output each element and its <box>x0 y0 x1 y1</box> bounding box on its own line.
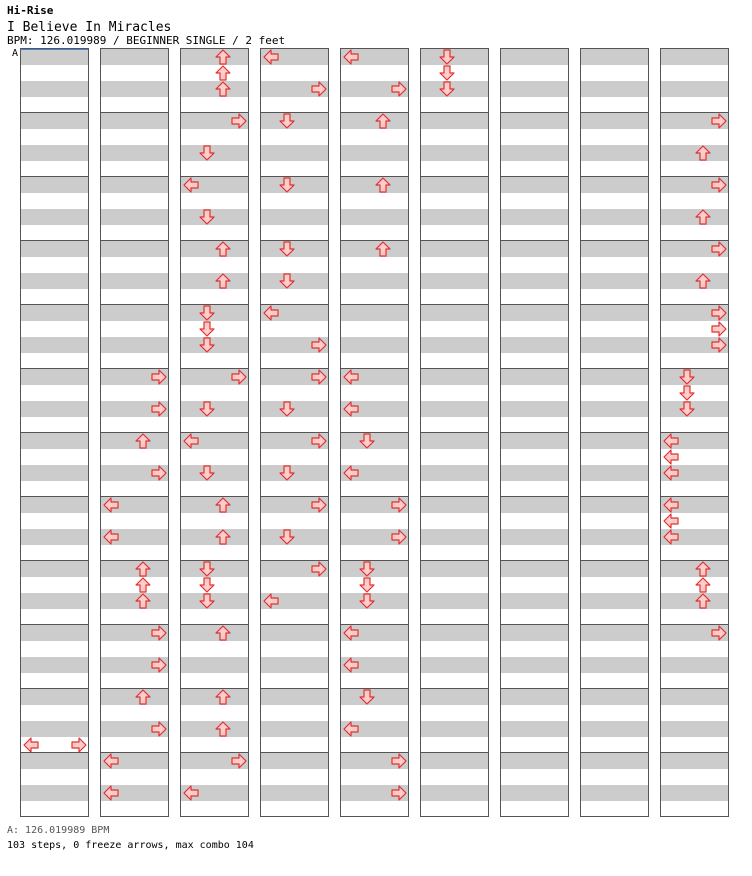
measure-line <box>421 112 488 113</box>
right-arrow-icon <box>231 753 247 769</box>
up-arrow-icon <box>135 561 151 577</box>
down-arrow-icon <box>359 593 375 609</box>
measure-line <box>21 560 88 561</box>
left-arrow-icon <box>343 401 359 417</box>
measure-line <box>581 688 648 689</box>
right-arrow-icon <box>151 465 167 481</box>
measure-line <box>261 752 328 753</box>
step-summary: 103 steps, 0 freeze arrows, max combo 104 <box>7 840 254 851</box>
left-arrow-icon <box>663 433 679 449</box>
left-arrow-icon <box>663 449 679 465</box>
measure-line <box>21 176 88 177</box>
down-arrow-icon <box>199 593 215 609</box>
down-arrow-icon <box>679 369 695 385</box>
up-arrow-icon <box>695 577 711 593</box>
down-arrow-icon <box>199 305 215 321</box>
measure-line <box>581 240 648 241</box>
up-arrow-icon <box>215 625 231 641</box>
measure-line <box>421 560 488 561</box>
measure-line <box>501 560 568 561</box>
chart-column <box>420 48 489 817</box>
right-arrow-icon <box>151 625 167 641</box>
down-arrow-icon <box>199 321 215 337</box>
right-arrow-icon <box>151 657 167 673</box>
right-arrow-icon <box>711 625 727 641</box>
measure-line <box>501 368 568 369</box>
measure-line <box>501 688 568 689</box>
down-arrow-icon <box>199 337 215 353</box>
down-arrow-icon <box>439 49 455 65</box>
bpm-marker: A <box>12 48 19 59</box>
measure-line <box>581 304 648 305</box>
measure-line <box>421 496 488 497</box>
chart-info: BPM: 126.019989 / BEGINNER SINGLE / 2 feet <box>7 34 286 47</box>
measure-line <box>421 688 488 689</box>
up-arrow-icon <box>695 561 711 577</box>
measure-line <box>581 432 648 433</box>
left-arrow-icon <box>183 433 199 449</box>
left-arrow-icon <box>663 465 679 481</box>
measure-line <box>421 368 488 369</box>
right-arrow-icon <box>311 337 327 353</box>
up-arrow-icon <box>215 721 231 737</box>
measure-line <box>581 496 648 497</box>
left-arrow-icon <box>663 513 679 529</box>
left-arrow-icon <box>263 305 279 321</box>
measure-line <box>21 240 88 241</box>
up-arrow-icon <box>695 145 711 161</box>
measure-line <box>101 240 168 241</box>
down-arrow-icon <box>199 577 215 593</box>
left-arrow-icon <box>343 625 359 641</box>
up-arrow-icon <box>215 49 231 65</box>
measure-line <box>581 752 648 753</box>
up-arrow-icon <box>695 209 711 225</box>
down-arrow-icon <box>439 65 455 81</box>
up-arrow-icon <box>215 241 231 257</box>
chart-column <box>20 48 89 817</box>
measure-line <box>501 112 568 113</box>
measure-line <box>101 304 168 305</box>
measure-line <box>421 240 488 241</box>
measure-line <box>421 304 488 305</box>
right-arrow-icon <box>231 369 247 385</box>
right-arrow-icon <box>311 497 327 513</box>
up-arrow-icon <box>215 689 231 705</box>
down-arrow-icon <box>359 433 375 449</box>
down-arrow-icon <box>199 401 215 417</box>
up-arrow-icon <box>135 433 151 449</box>
measure-line <box>21 688 88 689</box>
measure-line <box>21 432 88 433</box>
measure-line <box>21 304 88 305</box>
measure-line <box>501 752 568 753</box>
down-arrow-icon <box>439 81 455 97</box>
up-arrow-icon <box>375 177 391 193</box>
right-arrow-icon <box>151 721 167 737</box>
right-arrow-icon <box>71 737 87 753</box>
measure-line <box>581 624 648 625</box>
measure-line <box>581 176 648 177</box>
down-arrow-icon <box>279 401 295 417</box>
right-arrow-icon <box>391 753 407 769</box>
measure-line <box>501 496 568 497</box>
right-arrow-icon <box>231 113 247 129</box>
left-arrow-icon <box>103 497 119 513</box>
measure-line <box>581 112 648 113</box>
measure-line <box>421 752 488 753</box>
measure-line <box>661 752 728 753</box>
measure-line <box>421 432 488 433</box>
measure-line <box>661 688 728 689</box>
left-arrow-icon <box>23 737 39 753</box>
right-arrow-icon <box>711 113 727 129</box>
down-arrow-icon <box>199 145 215 161</box>
up-arrow-icon <box>135 577 151 593</box>
right-arrow-icon <box>711 337 727 353</box>
right-arrow-icon <box>711 177 727 193</box>
left-arrow-icon <box>343 369 359 385</box>
right-arrow-icon <box>711 305 727 321</box>
left-arrow-icon <box>343 721 359 737</box>
measure-line <box>501 432 568 433</box>
up-arrow-icon <box>215 497 231 513</box>
song-artist: Hi-Rise <box>7 4 54 17</box>
measure-line <box>21 112 88 113</box>
up-arrow-icon <box>215 529 231 545</box>
down-arrow-icon <box>199 561 215 577</box>
left-arrow-icon <box>343 465 359 481</box>
measure-line <box>341 304 408 305</box>
chart-column <box>500 48 569 817</box>
up-arrow-icon <box>695 273 711 289</box>
right-arrow-icon <box>311 369 327 385</box>
right-arrow-icon <box>311 561 327 577</box>
left-arrow-icon <box>103 785 119 801</box>
right-arrow-icon <box>151 401 167 417</box>
left-arrow-icon <box>343 657 359 673</box>
up-arrow-icon <box>215 81 231 97</box>
up-arrow-icon <box>135 689 151 705</box>
measure-line <box>261 688 328 689</box>
measure-line <box>101 112 168 113</box>
left-arrow-icon <box>103 753 119 769</box>
left-arrow-icon <box>663 497 679 513</box>
down-arrow-icon <box>199 209 215 225</box>
measure-line <box>581 368 648 369</box>
measure-line <box>501 176 568 177</box>
down-arrow-icon <box>279 465 295 481</box>
right-arrow-icon <box>311 433 327 449</box>
measure-line <box>501 624 568 625</box>
up-arrow-icon <box>695 593 711 609</box>
measure-line <box>21 496 88 497</box>
left-arrow-icon <box>663 529 679 545</box>
down-arrow-icon <box>279 241 295 257</box>
down-arrow-icon <box>279 529 295 545</box>
right-arrow-icon <box>391 785 407 801</box>
measure-line <box>421 176 488 177</box>
up-arrow-icon <box>375 241 391 257</box>
right-arrow-icon <box>711 321 727 337</box>
bpm-summary: A: 126.019989 BPM <box>7 825 110 836</box>
up-arrow-icon <box>375 113 391 129</box>
up-arrow-icon <box>215 273 231 289</box>
right-arrow-icon <box>391 81 407 97</box>
measure-line <box>261 624 328 625</box>
measure-line <box>501 304 568 305</box>
measure-line <box>501 240 568 241</box>
right-arrow-icon <box>711 241 727 257</box>
measure-line <box>421 624 488 625</box>
down-arrow-icon <box>199 465 215 481</box>
left-arrow-icon <box>263 593 279 609</box>
right-arrow-icon <box>151 369 167 385</box>
song-title: I Believe In Miracles <box>7 20 172 35</box>
right-arrow-icon <box>391 529 407 545</box>
down-arrow-icon <box>359 689 375 705</box>
down-arrow-icon <box>679 401 695 417</box>
measure-line <box>21 624 88 625</box>
up-arrow-icon <box>135 593 151 609</box>
measure-line <box>581 560 648 561</box>
down-arrow-icon <box>279 177 295 193</box>
left-arrow-icon <box>103 529 119 545</box>
measure-line <box>21 368 88 369</box>
left-arrow-icon <box>263 49 279 65</box>
left-arrow-icon <box>183 785 199 801</box>
right-arrow-icon <box>391 497 407 513</box>
bpm-marker-line <box>20 49 88 50</box>
measure-line <box>101 176 168 177</box>
down-arrow-icon <box>279 113 295 129</box>
down-arrow-icon <box>359 577 375 593</box>
chart-column <box>580 48 649 817</box>
left-arrow-icon <box>343 49 359 65</box>
down-arrow-icon <box>279 273 295 289</box>
down-arrow-icon <box>679 385 695 401</box>
right-arrow-icon <box>311 81 327 97</box>
down-arrow-icon <box>359 561 375 577</box>
up-arrow-icon <box>215 65 231 81</box>
left-arrow-icon <box>183 177 199 193</box>
